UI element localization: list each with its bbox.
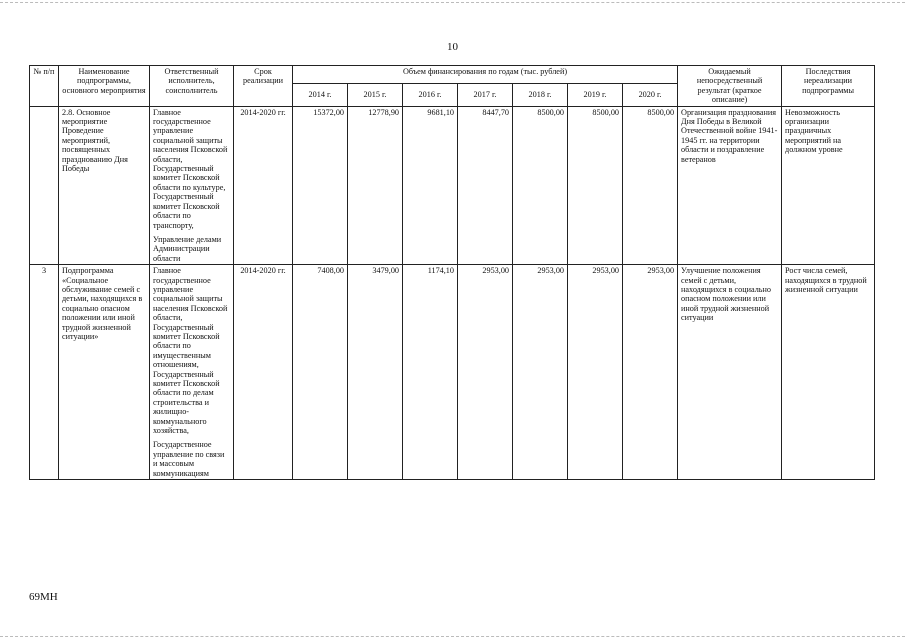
header-year: 2015 г. bbox=[348, 83, 403, 106]
row-responsible bbox=[150, 265, 234, 480]
table-row bbox=[30, 265, 875, 480]
responsible-part: Главное государственное управление социальной защиты населения Псковской области, Государственный комитет Псковской области по культуре, Государственный комитет Псковской области по транспорту, bbox=[153, 107, 228, 230]
header-year: 2018 г. bbox=[513, 83, 568, 106]
header-num: № п/п bbox=[30, 66, 59, 107]
header-result: Ожидаемый непосредственный результат (краткое описание) bbox=[678, 66, 782, 107]
row-consequence: Рост числа семей, находящихся в трудной жизненной ситуации bbox=[782, 265, 875, 480]
header-year: 2017 г. bbox=[458, 83, 513, 106]
footer-code: 69МН bbox=[29, 591, 58, 603]
row-term: 2014-2020 гг. bbox=[234, 265, 293, 480]
header-funding: Объем финансирования по годам (тыс. рублей) bbox=[293, 66, 678, 84]
row-name: 2.8. Основное мероприятие Проведение мероприятий, посвященных празднованию Дня Победы bbox=[59, 106, 150, 265]
program-table bbox=[29, 65, 875, 480]
row-num: 3 bbox=[30, 265, 59, 480]
responsible-part: Управление делами Администрации области bbox=[153, 234, 222, 263]
row-value: 8500,00 bbox=[568, 106, 623, 265]
row-term: 2014-2020 гг. bbox=[234, 106, 293, 265]
row-value: 8500,00 bbox=[623, 106, 678, 265]
row-name: Подпрограмма «Социальное обслуживание семей с детьми, находящихся в социально опасном положении или иной трудной жизненной ситуации» bbox=[59, 265, 150, 480]
row-consequence: Невозможность организации праздничных мероприятий на должном уровне bbox=[782, 106, 875, 265]
header-consequence: Последствия нереализации подпрограммы bbox=[782, 66, 875, 107]
header-year: 2020 г. bbox=[623, 83, 678, 106]
row-value: 2953,00 bbox=[568, 265, 623, 480]
row-value: 1174,10 bbox=[403, 265, 458, 480]
row-value: 9681,10 bbox=[403, 106, 458, 265]
header-term: Срок реализации bbox=[234, 66, 293, 107]
row-value: 12778,90 bbox=[348, 106, 403, 265]
header-responsible: Ответственный исполнитель, соисполнитель bbox=[150, 66, 234, 107]
table-row bbox=[30, 106, 875, 265]
row-value: 2953,00 bbox=[458, 265, 513, 480]
row-result: Улучшение положения семей с детьми, находящихся в социально опасном положении или иной трудной жизненной ситуации bbox=[678, 265, 782, 480]
page-bottom-edge bbox=[0, 636, 905, 637]
header-year: 2014 г. bbox=[293, 83, 348, 106]
row-value: 3479,00 bbox=[348, 265, 403, 480]
row-value: 8447,70 bbox=[458, 106, 513, 265]
header-year: 2016 г. bbox=[403, 83, 458, 106]
row-value: 15372,00 bbox=[293, 106, 348, 265]
page-top-edge bbox=[0, 2, 905, 3]
row-value: 2953,00 bbox=[513, 265, 568, 480]
row-value: 8500,00 bbox=[513, 106, 568, 265]
responsible-part: Главное государственное управление социальной защиты населения Псковской области, Государственный комитет Псковской области по имущественным отношениям, Государственный комитет Псковской области по делам строительства и жилищно-коммунального хозяйства, bbox=[153, 266, 228, 436]
responsible-part: Государственное управление по связи и массовым коммуникациям bbox=[153, 440, 225, 478]
row-result: Организация празднования Дня Победы в Великой Отечественной войне 1941-1945 гг. на территории области и поздравление ветеранов bbox=[678, 106, 782, 265]
row-value: 2953,00 bbox=[623, 265, 678, 480]
row-num bbox=[30, 106, 59, 265]
header-year: 2019 г. bbox=[568, 83, 623, 106]
header-row bbox=[30, 66, 875, 84]
header-name: Наименование подпрограммы, основного мероприятия bbox=[59, 66, 150, 107]
row-value: 7408,00 bbox=[293, 265, 348, 480]
page-number: 10 bbox=[447, 41, 458, 53]
row-responsible bbox=[150, 106, 234, 265]
